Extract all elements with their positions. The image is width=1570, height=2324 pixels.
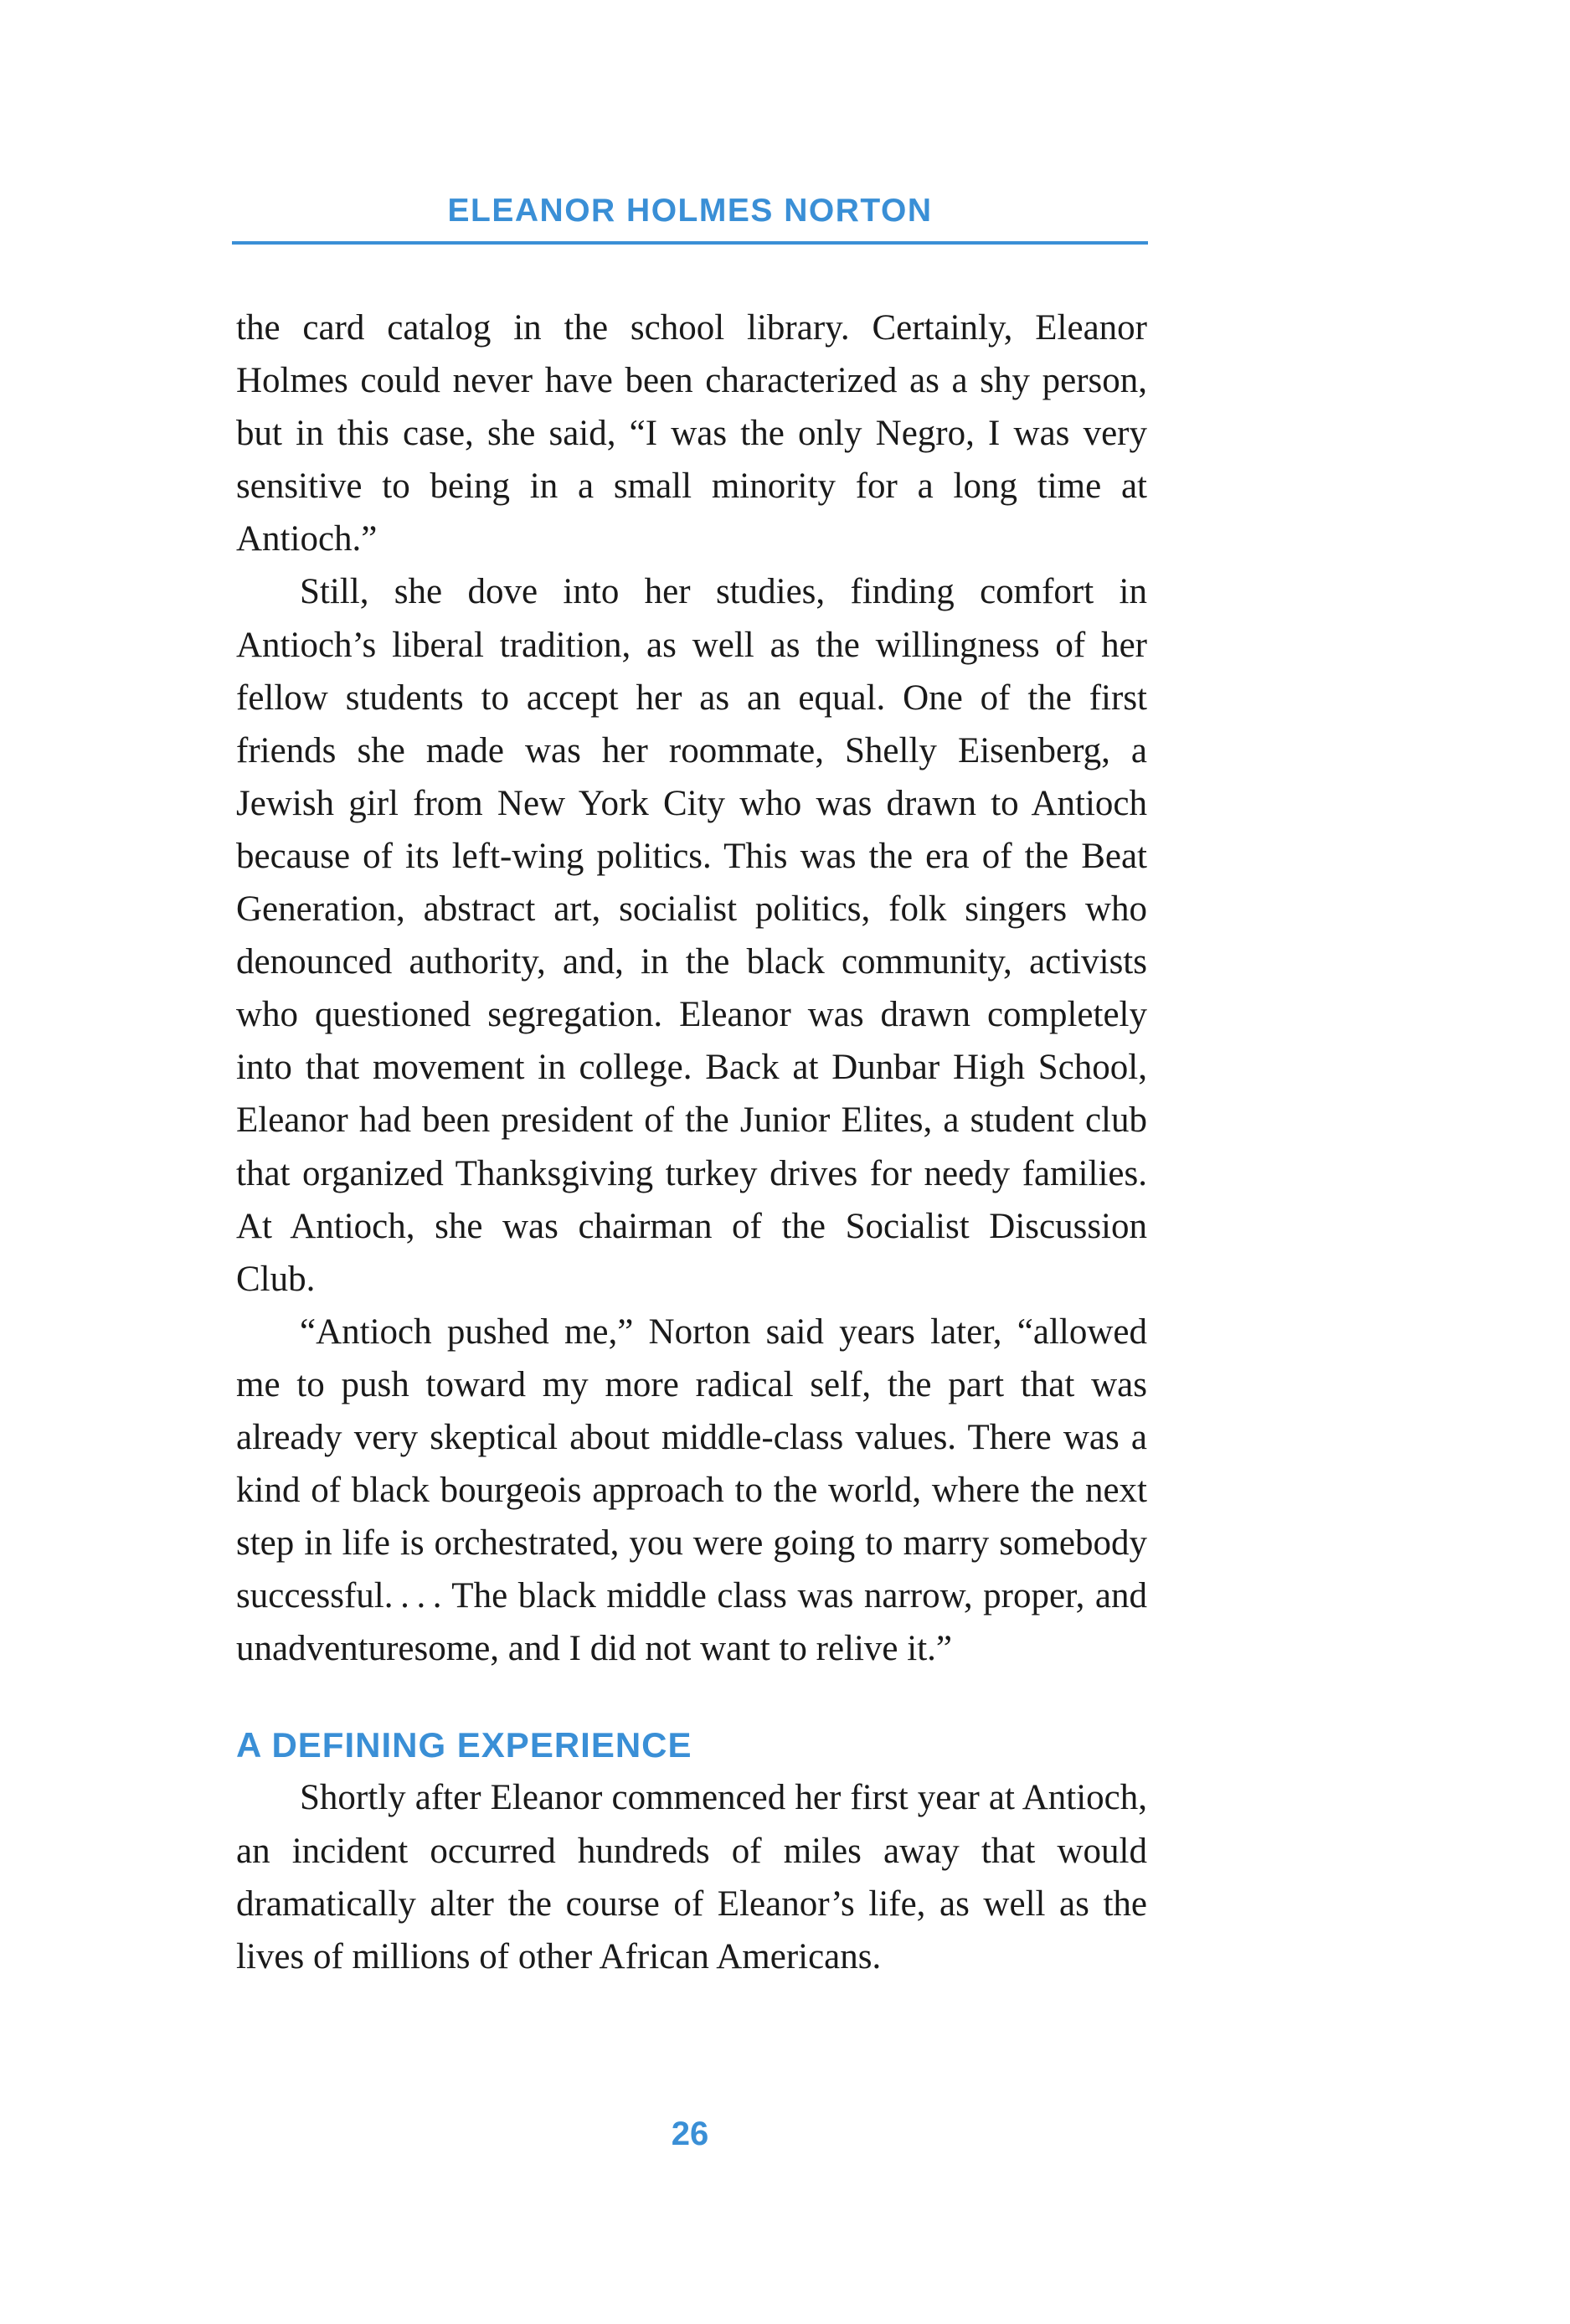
paragraph-1: the card catalog in the school library. Certainly, Eleanor Holmes could never have been characterized as a shy person, but in this case, she said, “I was the only Negro, I was very sensitive to being in a small minority for a long time at Antioch.”: [236, 308, 1147, 559]
paragraph-4: Shortly after Eleanor commenced her first year at Antioch, an incident occurred hundreds of miles away that would dramatically alter the course of Eleanor’s life, as well as the lives of millions of other African Americans.: [236, 1778, 1147, 1976]
section-heading: A DEFINING EXPERIENCE: [236, 1725, 692, 1765]
paragraph-2: Still, she dove into her studies, finding comfort in Antioch’s liberal tradition, as well as the willingness of her fellow students to accept her as an equal. One of the first friends she made was her roommate, Shelly Eisenberg, a Jewish girl from New York City who was drawn to Antioch because of its left-wing politics. This was the era of the Beat Generation, abstract art, socialist politics, folk singers who denounced authority, and, in the black community, activists who questioned segregation. Eleanor was drawn completely into that movement in college. Back at Dunbar High School, Eleanor had been president of the Junior Elites, a student club that organized Thanksgiving turkey drives for needy families. At Antioch, she was chairman of the Socialist Discussion Club.: [236, 572, 1147, 1299]
running-head: ELEANOR HOLMES NORTON: [447, 193, 933, 229]
header-rule: [232, 241, 1148, 245]
body-text: [236, 301, 1147, 1983]
page-number: 26: [671, 2115, 709, 2152]
paragraph-3: “Antioch pushed me,” Norton said years later, “allowed me to push toward my more radical self, the part that was already very skeptical about middle-class values. There was a kind of black bourgeois approach to the world, where the next step in life is orchestrated, you were going to marry somebody successful. . . . The black middle class was narrow, proper, and unadventuresome, and I did not want to relive it.”: [236, 1311, 1147, 1669]
